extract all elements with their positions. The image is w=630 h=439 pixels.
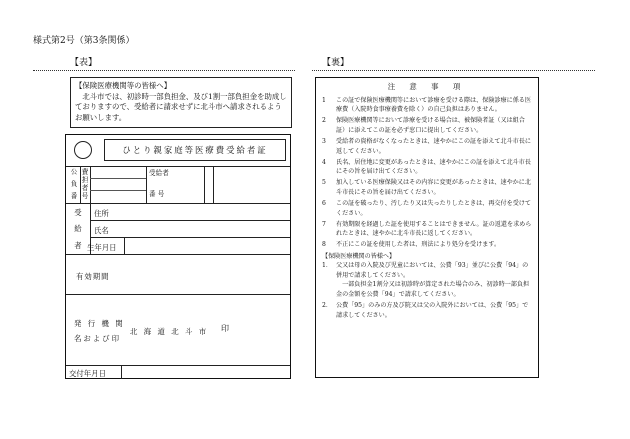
digit-row-divider [90, 190, 146, 191]
precaution-item: 1 この証で保険医療機関等において診療を受ける際は、保険診療に係る医療費（入院時食事療養費を除く）の自己負担はありません。 [322, 96, 531, 114]
digit-row-divider [90, 178, 146, 179]
front-side-heading: 【表】 [70, 58, 98, 68]
notice-body: 北斗市では、初診時一部負担金、及び1割一部負担金を助成しておりますので、受給者に請求せずに北斗市へ請求されるようお願いします。 [75, 91, 287, 122]
precaution-item: 5 加入している医療保険又はその内容に変更があったときは、速やかに北斗市長にその旨を届け出てください。 [322, 179, 531, 196]
public-payer-number-label: 公 負 番 [70, 168, 78, 201]
row-divider [90, 220, 290, 221]
name-label: 氏名 [94, 226, 109, 235]
seal-mark: 印 [221, 324, 231, 333]
institution-heading: 【保険医療機関の皆様へ】 [322, 252, 396, 260]
row-divider [90, 237, 290, 238]
row-divider [66, 203, 290, 204]
certificate-title: ひとり親家庭等医療費受給者証 [104, 139, 286, 161]
row-divider [66, 294, 290, 295]
notice-heading: 【保険医療機関等の皆様へ】 [75, 81, 172, 90]
recipient-number-label: 受給者 番 号 [149, 169, 169, 199]
precaution-item: 3 受給者の資格がなくなったときは、速やかにこの証を添えて北斗市長に返してください。 [322, 137, 531, 155]
column-divider [90, 166, 91, 203]
row-divider [66, 254, 290, 255]
precautions-panel [315, 77, 539, 378]
back-divider [312, 70, 595, 71]
birthdate-label: 生年月日 [87, 243, 117, 252]
institution-notice-box [70, 77, 292, 128]
column-divider [121, 365, 122, 379]
precaution-item: 7 有効期限を経過した証を使用することはできません。証の返還を求められたときは、速やかに北斗市長に返してください。 [322, 220, 532, 238]
column-divider [213, 166, 214, 203]
institution-item: 1． 父又は母の入院及び児童においては、公費「93」並びに公費「94」の併用で請求してください。 一部負担金1割分又は初診時が算定された場合のみ、初診時一部負担金の金額を公費「94」で請求してください。 [322, 262, 530, 298]
row-divider [66, 365, 290, 366]
precaution-item: 6 この証を破ったり、汚したり又は失ったりしたときは、再交付を受けてください。 [322, 200, 531, 217]
address-label: 住所 [94, 209, 109, 218]
form-number: 様式第2号（第3条関係） [33, 36, 135, 46]
circle-mark [74, 141, 92, 159]
issuer-name: 北 海 道 北 斗 市 [130, 327, 209, 336]
issue-date-label: 交付年月日 [69, 369, 106, 378]
precaution-item: 4 氏名、居住地に変更があったときは、速やかにこの証を添えて北斗市長にその旨を届け出てください。 [322, 158, 531, 176]
column-divider [124, 237, 125, 254]
institution-item: 2． 公費「95」のみの方及び院又は父の入院外においては、公費「95」で請求してください。 [322, 301, 529, 319]
precaution-item: 2 保険医療機関等において診療を受ける場合は、被保険者証（又は組合証）に添えてこの証を必ず窓口に提出してください。 [322, 117, 525, 134]
issuer-label-line1: 発 行 機 関 [74, 319, 125, 328]
precaution-item: 8 不正にこの証を使用した者は、刑法により処分を受けます。 [322, 241, 501, 249]
validity-label: 有効期間 [76, 272, 110, 281]
precautions-title: 注 意 事 項 [387, 82, 467, 91]
recipient-label: 受 給 者 [74, 208, 82, 250]
column-divider [146, 166, 147, 203]
recipient-certificate-card [65, 134, 291, 379]
back-side-heading: 【裏】 [322, 58, 350, 68]
public-payer-number-label-col2: 費 担 者 号 [81, 168, 89, 201]
row-divider [66, 166, 290, 167]
column-divider [204, 166, 205, 203]
front-divider [33, 70, 295, 71]
issuer-label-line2: 名および印 [74, 334, 121, 343]
